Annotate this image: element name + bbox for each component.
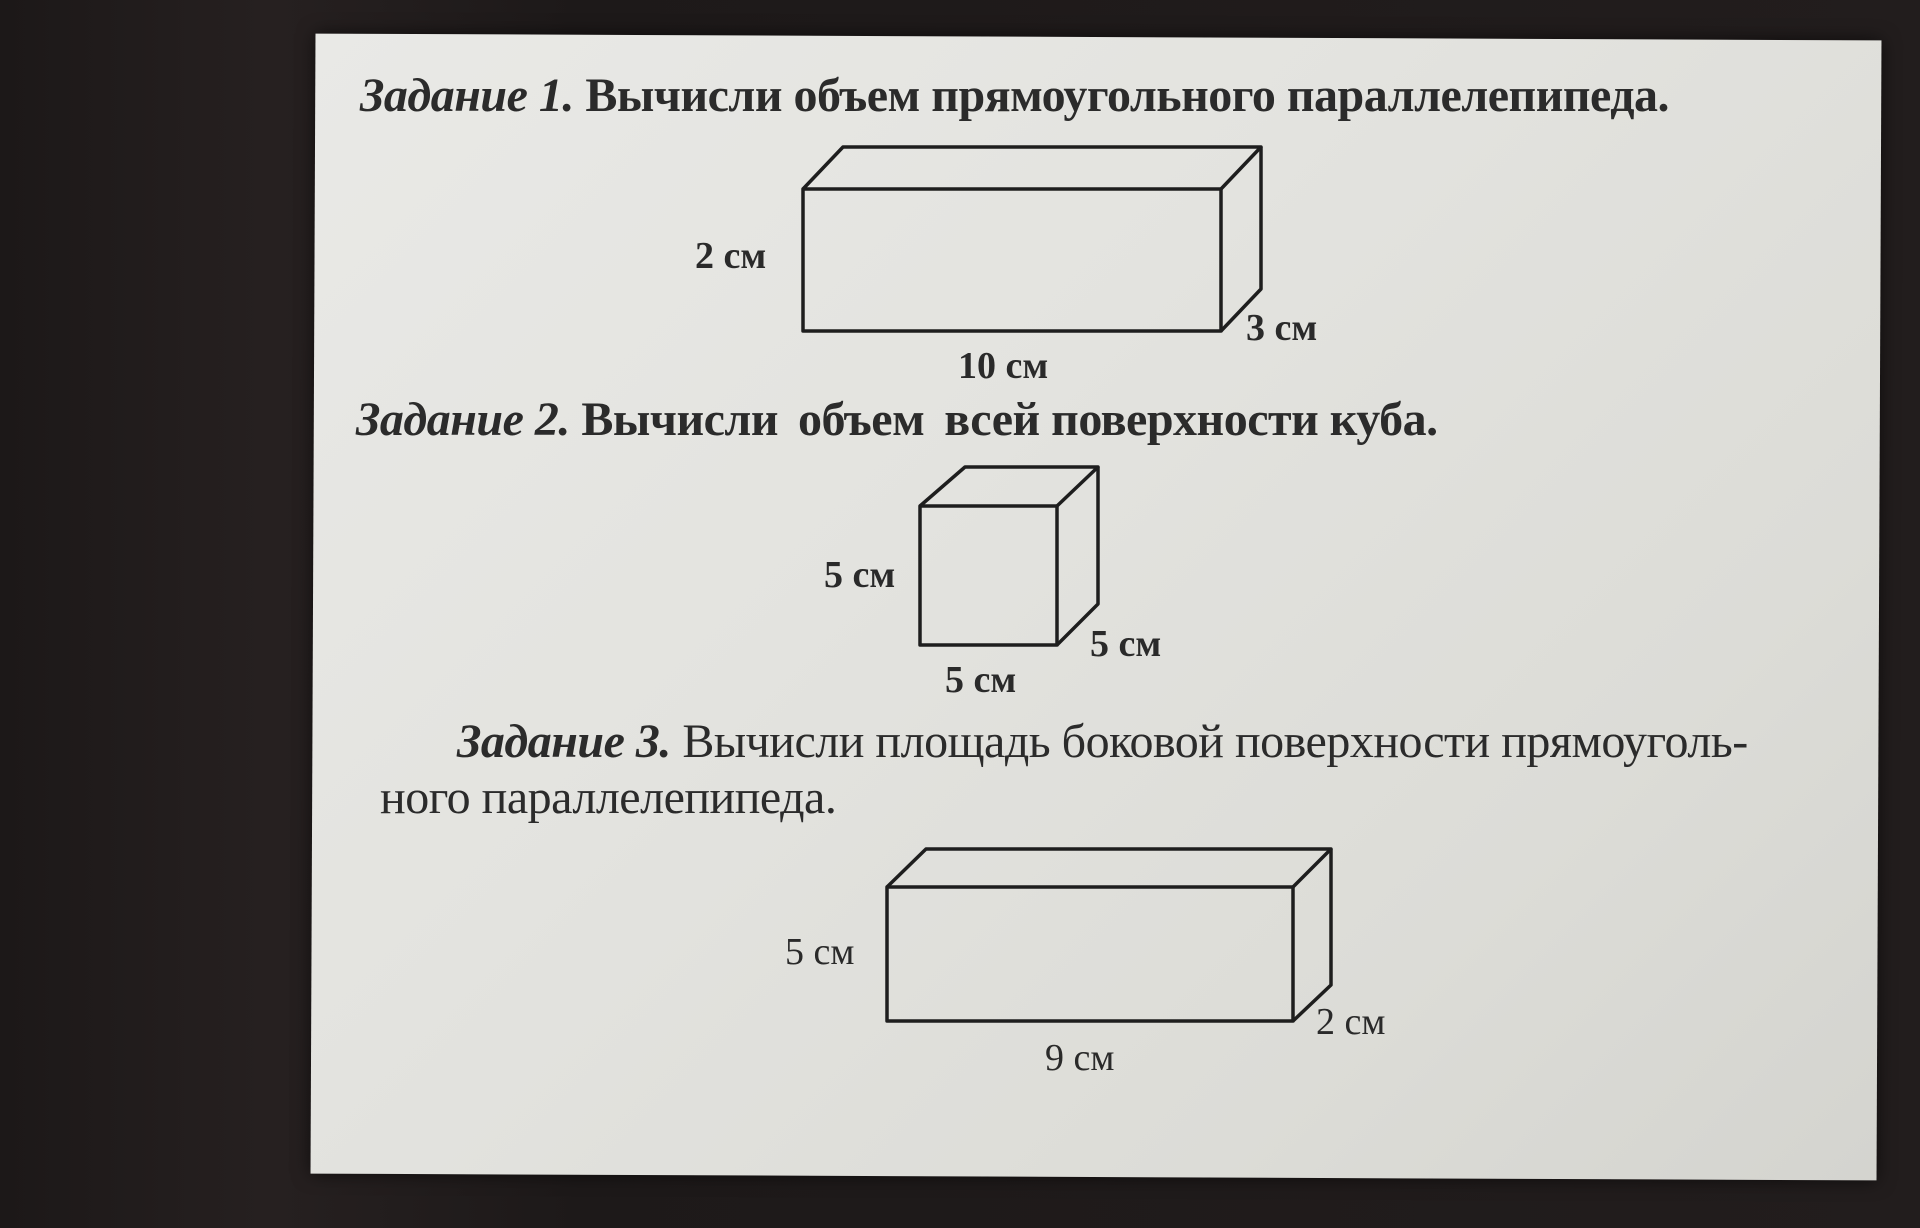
box-1-side-face <box>1221 147 1261 331</box>
box-1-length-label: 10 см <box>958 345 1049 387</box>
task-2-text-a: Вычисли <box>581 393 778 446</box>
box-3-length-label: 9 см <box>1045 1037 1115 1079</box>
box-3-height-label: 5 см <box>785 931 855 973</box>
task-1-text: Вычисли объем прямоугольного параллелепипеда. <box>585 69 1669 122</box>
task-2-text-b: объем <box>798 393 925 446</box>
box-3-depth-label: 2 см <box>1316 1001 1386 1043</box>
cube-side-face <box>1057 467 1098 645</box>
box-1-height-label: 2 см <box>695 235 767 277</box>
box-1-depth-label: 3 см <box>1246 307 1318 349</box>
box-figure-3 <box>887 849 1331 1021</box>
cube-height-label: 5 см <box>824 554 896 596</box>
task-3-text: Вычисли площадь боковой поверхности прямоуголь- <box>682 715 1748 768</box>
cube-length-label: 5 см <box>945 659 1017 701</box>
task-3-label: Задание 3. <box>457 715 671 768</box>
box-figure-1 <box>803 147 1261 331</box>
task-1-label: Задание 1. <box>360 69 574 122</box>
cube-top-face <box>920 467 1098 506</box>
task-2-text-c: всей поверхности куба. <box>944 393 1438 446</box>
box-3-side-face <box>1293 849 1331 1021</box>
task-3-heading-continued: ного параллелепипеда. <box>380 771 837 824</box>
box-3-top-face <box>887 849 1331 887</box>
box-1-front-face <box>803 189 1221 331</box>
box-1-top-face <box>803 147 1261 189</box>
cube-depth-label: 5 см <box>1090 623 1162 665</box>
task-2-label: Задание 2. <box>356 393 570 446</box>
cube-figure-2 <box>920 467 1098 645</box>
box-3-front-face <box>887 887 1293 1021</box>
cube-front-face <box>920 506 1057 645</box>
